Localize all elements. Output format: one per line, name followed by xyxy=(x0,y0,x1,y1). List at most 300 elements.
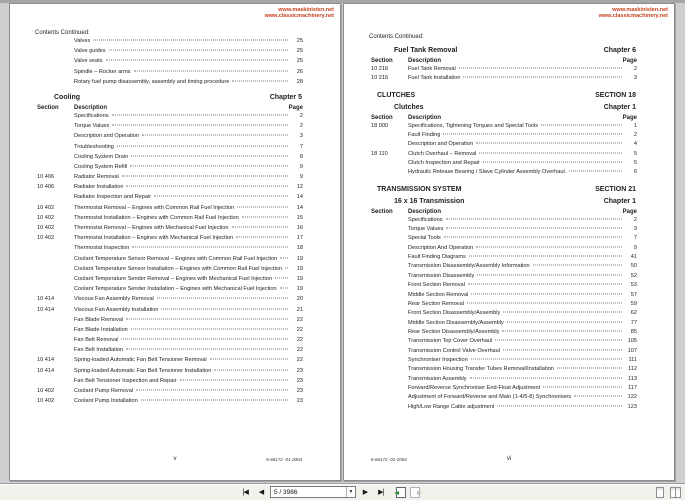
toc-row xyxy=(344,75,674,84)
single-page-view-icon[interactable] xyxy=(656,487,664,498)
toc-row xyxy=(10,327,340,337)
column-header-section: Section xyxy=(37,104,59,111)
row-description: Coolant Temperature Sender Removal – Engines with Mechanical Fuel Injection xyxy=(74,275,272,282)
row-description: Rear Section Disassembly/Assembly xyxy=(408,328,500,335)
row-description: Thermostat Installation – Engines with Mechanical Fuel Injection xyxy=(74,235,234,242)
toc-row xyxy=(344,160,674,169)
toc-row xyxy=(344,385,674,394)
toc-row xyxy=(10,184,340,194)
dotted-leader xyxy=(503,312,622,313)
row-section-code: 10 414 xyxy=(37,306,55,313)
row-section-code: 10 402 xyxy=(37,204,55,211)
toc-row xyxy=(344,357,674,366)
toc-row xyxy=(344,338,674,347)
row-description: Clutch Inspection and Repair xyxy=(408,160,480,167)
section-heading xyxy=(344,186,674,193)
dotted-leader xyxy=(232,80,288,81)
publication-code: 6-66172 -01-2004 xyxy=(371,457,407,462)
toc-row xyxy=(344,404,674,413)
watermark-line2: www.classicmachinery.net xyxy=(598,13,668,19)
row-description: Description And Operation xyxy=(408,244,474,251)
toc-row xyxy=(10,378,340,388)
dotted-leader xyxy=(180,379,288,380)
row-page-number: 2 xyxy=(299,112,303,119)
row-section-code: 10 402 xyxy=(37,388,55,394)
column-header-description: Description xyxy=(408,58,442,64)
dotted-leader xyxy=(161,308,288,309)
dotted-leader xyxy=(446,218,622,219)
document-page-right[interactable] xyxy=(343,3,675,481)
facing-pages-view-icon[interactable] xyxy=(670,487,681,498)
row-page-number: 7 xyxy=(633,235,637,242)
row-description: Fan Belt Installation xyxy=(74,347,124,354)
toc-row xyxy=(10,307,340,317)
toc-row xyxy=(10,398,340,408)
row-page-number: 112 xyxy=(628,366,637,373)
column-header-row xyxy=(344,58,674,64)
dotted-leader xyxy=(132,247,288,248)
dotted-leader xyxy=(154,196,288,197)
toc-row xyxy=(10,286,340,296)
row-section-code: 18 000 xyxy=(371,122,389,129)
row-description: Fan Belt Tensioner Inspection and Repair xyxy=(74,377,177,384)
chapter-heading xyxy=(344,198,674,205)
toc-row xyxy=(10,337,340,347)
previous-view-icon[interactable] xyxy=(396,487,406,498)
toc-row xyxy=(344,310,674,319)
row-description: Radiator Installation xyxy=(74,184,124,191)
dotted-leader xyxy=(242,216,288,217)
row-section-code: 10 406 xyxy=(37,174,55,181)
next-page-icon[interactable]: ▶ xyxy=(358,486,372,498)
row-description: Special Tools xyxy=(408,235,441,242)
row-description: Description and Operation xyxy=(408,141,473,148)
toc-row xyxy=(344,263,674,272)
section-title: TRANSMISSION SYSTEM xyxy=(377,185,462,193)
toc-row xyxy=(10,123,340,133)
row-page-number: 122 xyxy=(627,394,637,401)
dotted-leader xyxy=(275,277,288,278)
row-page-number: 107 xyxy=(627,347,637,354)
dotted-leader xyxy=(471,358,622,359)
dotted-leader xyxy=(468,284,622,285)
bottom-toolbar xyxy=(0,483,685,500)
row-page-number: 3 xyxy=(633,75,637,82)
dotted-leader xyxy=(142,135,288,136)
row-description: Middle Section Disassembly/Assembly xyxy=(408,319,504,326)
row-description: Transmission Disassembly xyxy=(408,272,475,279)
row-page-number: 53 xyxy=(630,282,637,289)
dotted-leader xyxy=(109,50,288,51)
dotted-leader xyxy=(214,369,288,370)
column-header-page: Page xyxy=(622,58,637,64)
dotted-leader xyxy=(446,228,622,229)
row-page-number: 2 xyxy=(633,132,637,139)
toc-rows xyxy=(10,38,340,89)
row-page-number: 9 xyxy=(299,163,303,170)
row-description: Transmission Housing Transfer Tubes Removal/Installation xyxy=(408,366,554,373)
publication-code: 6-66172 -01-2004 xyxy=(266,457,302,462)
row-page-number: 26 xyxy=(296,68,303,75)
chapter-heading xyxy=(10,94,340,101)
toc-row xyxy=(10,79,340,89)
row-page-number: 111 xyxy=(628,356,637,363)
row-page-number: 62 xyxy=(630,310,637,317)
toc-rows xyxy=(344,66,674,85)
row-section-code: 10 414 xyxy=(37,367,55,374)
toc-row xyxy=(344,151,674,160)
row-description: Specifications, Tightening Torques and Special Tools xyxy=(408,122,539,129)
dotted-leader xyxy=(463,77,622,78)
dotted-leader xyxy=(126,318,288,319)
dotted-leader xyxy=(136,390,288,391)
section-number: SECTION 21 xyxy=(595,185,636,193)
toc-row xyxy=(344,376,674,385)
row-description: Hydraulic Release Bearing / Slave Cylinder Assembly Overhaul. xyxy=(408,169,567,176)
dotted-leader xyxy=(134,70,288,71)
toc-row xyxy=(10,154,340,164)
row-section-code: 10 414 xyxy=(37,296,55,303)
toc-row xyxy=(10,357,340,367)
row-page-number: 14 xyxy=(296,194,303,201)
row-description: Viscous Fan Assembly Installation xyxy=(74,306,159,313)
row-page-number: 9 xyxy=(633,244,637,251)
dotted-leader xyxy=(117,145,288,146)
row-page-number: 113 xyxy=(628,375,637,382)
toc-rows xyxy=(344,217,674,413)
row-description: Fan Blade Removal xyxy=(74,316,124,323)
row-page-number: 20 xyxy=(296,296,303,303)
row-page-number: 123 xyxy=(627,403,637,410)
page-roman-number: v xyxy=(173,456,177,462)
row-description: Fuel Tank Removal xyxy=(408,66,456,72)
row-section-code: 10 216 xyxy=(371,66,389,72)
watermark-line1: www.maskinisten.net xyxy=(612,7,668,13)
chapter-number: Chapter 5 xyxy=(269,93,302,101)
chapter-title: Fuel Tank Removal xyxy=(394,47,458,54)
toc-row xyxy=(344,226,674,235)
toc-row xyxy=(10,194,340,204)
toc-row xyxy=(10,266,340,276)
toc-row xyxy=(10,347,340,357)
row-page-number: 1 xyxy=(633,122,637,129)
dotted-leader xyxy=(497,405,622,406)
chapter-number: Chapter 1 xyxy=(603,103,636,111)
next-view-icon[interactable] xyxy=(410,487,420,498)
toc-row xyxy=(344,66,674,75)
column-header-section: Section xyxy=(371,114,393,121)
row-description: Radiator Removal xyxy=(74,174,119,181)
dotted-leader xyxy=(495,340,622,341)
row-description: Valves xyxy=(74,38,91,44)
chapter-heading xyxy=(344,47,674,54)
toc-row xyxy=(344,273,674,282)
row-page-number: 25 xyxy=(296,58,303,65)
row-description: Thermostat Removal – Engines with Mechanical Fuel Injection xyxy=(74,225,229,231)
row-page-number: 23 xyxy=(296,367,303,374)
row-description: Fan Blade Installation xyxy=(74,326,128,333)
toc-content xyxy=(10,4,340,450)
dotted-leader xyxy=(557,368,622,369)
dotted-leader xyxy=(237,206,288,207)
row-description: Coolant Temperature Sensor Installation – Engines with Common Rail Fuel Injection xyxy=(74,265,282,272)
row-page-number: 15 xyxy=(296,214,303,221)
dotted-leader xyxy=(471,293,622,294)
row-description: Fault Finding Diagrams xyxy=(408,254,466,261)
row-page-number: 41 xyxy=(630,254,637,261)
chapter-number: Chapter 1 xyxy=(603,197,636,205)
row-description: Coolant Temperature Sensor Removal – Engines with Common Rail Fuel Injection xyxy=(74,255,278,262)
row-page-number: 52 xyxy=(630,272,637,279)
row-page-number: 77 xyxy=(630,319,637,326)
toc-row xyxy=(10,144,340,154)
toc-row xyxy=(10,133,340,143)
row-description: Radiator Inspection and Repair xyxy=(74,194,152,201)
row-description: Clutch Overhaul – Removal xyxy=(408,150,477,157)
dotted-leader xyxy=(476,246,622,247)
row-page-number: 22 xyxy=(296,326,303,333)
column-header-page: Page xyxy=(622,208,637,215)
row-page-number: 4 xyxy=(633,141,637,148)
row-page-number: 18 xyxy=(296,245,303,252)
column-header-description: Description xyxy=(408,114,442,121)
dotted-leader xyxy=(280,288,288,289)
toc-row xyxy=(344,366,674,375)
row-page-number: 19 xyxy=(296,255,303,262)
row-page-number: 5 xyxy=(633,160,637,167)
dotted-leader xyxy=(477,274,622,275)
last-page-icon[interactable]: ▶| xyxy=(374,486,388,498)
row-description: Spindle – Rocker arms xyxy=(74,68,131,75)
toc-row xyxy=(10,48,340,58)
dotted-leader xyxy=(470,377,622,378)
row-description: Valve seats xyxy=(74,58,103,65)
dotted-leader xyxy=(280,257,288,258)
dotted-leader xyxy=(543,386,622,387)
row-description: Specifications xyxy=(408,216,443,223)
toc-row xyxy=(10,368,340,378)
dotted-leader xyxy=(479,152,622,153)
toc-row xyxy=(10,317,340,327)
dotted-leader xyxy=(503,349,622,350)
row-description: Torque Values xyxy=(74,123,110,130)
row-page-number: 2 xyxy=(633,216,637,223)
row-description: Thermostat Installation – Engines with Common Rail Fuel Injection xyxy=(74,214,239,221)
row-page-number: 14 xyxy=(296,204,303,211)
row-page-number: 5 xyxy=(633,150,637,157)
previous-page-icon[interactable]: ◀ xyxy=(254,486,268,498)
row-page-number: 2 xyxy=(299,123,303,130)
row-description: Adjustment of Forward/Reverse and Main (1-4/5-8) Synchronisers xyxy=(408,394,572,401)
dotted-leader xyxy=(131,155,288,156)
page-footer xyxy=(10,456,340,464)
page-layout-controls xyxy=(656,487,681,498)
toc-row xyxy=(344,301,674,310)
dotted-leader xyxy=(122,176,288,177)
toc-row xyxy=(10,215,340,225)
dotted-leader xyxy=(533,265,622,266)
page-indicator[interactable]: 5 / 3986 xyxy=(274,488,298,496)
column-header-row xyxy=(10,105,340,111)
row-page-number: 16 xyxy=(296,225,303,231)
row-description: Thermostat Removal – Engines with Common Rail Fuel Injection xyxy=(74,204,235,211)
row-page-number: 6 xyxy=(633,169,637,176)
dotted-leader xyxy=(210,359,288,360)
column-header-row xyxy=(344,209,674,215)
row-page-number: 85 xyxy=(630,328,637,335)
column-header-description: Description xyxy=(408,208,442,215)
row-description: Viscous Fan Assembly Removal xyxy=(74,296,154,303)
row-description: Torque Values xyxy=(408,226,444,233)
dotted-leader xyxy=(112,114,288,115)
toc-row xyxy=(10,296,340,306)
contents-continued-note: Contents Continued: xyxy=(35,30,90,36)
row-section-code: 10 216 xyxy=(371,75,389,82)
row-page-number: 8 xyxy=(299,153,303,160)
row-page-number: 2 xyxy=(633,66,637,72)
dotted-leader xyxy=(459,68,622,69)
contents-continued-note: Contents Continued: xyxy=(369,34,424,40)
row-section-code: 10 414 xyxy=(37,357,55,364)
row-description: Front Section Removal xyxy=(408,282,465,289)
row-page-number: 57 xyxy=(630,291,637,298)
row-description: Transmission Disassembly/Assembly Information xyxy=(408,263,530,270)
row-page-number: 3 xyxy=(633,226,637,233)
column-header-row xyxy=(344,115,674,121)
row-section-code: 10 402 xyxy=(37,225,55,231)
toc-row xyxy=(344,217,674,226)
row-page-number: 19 xyxy=(296,286,303,293)
dotted-leader xyxy=(285,267,288,268)
dotted-leader xyxy=(443,134,622,135)
chevron-down-icon[interactable]: ▼ xyxy=(346,487,355,497)
row-page-number: 22 xyxy=(296,357,303,364)
dotted-leader xyxy=(106,60,288,61)
row-description: Rear Section Removal xyxy=(408,300,464,307)
row-section-code: 10 402 xyxy=(37,214,55,221)
chapter-title: Clutches xyxy=(394,103,424,111)
toc-row xyxy=(344,141,674,150)
dotted-leader xyxy=(541,124,622,125)
dotted-leader xyxy=(126,186,288,187)
dotted-leader xyxy=(157,298,288,299)
first-page-icon[interactable]: |◀ xyxy=(238,486,252,498)
view-history xyxy=(396,487,420,498)
toc-row xyxy=(344,235,674,244)
dotted-leader xyxy=(507,321,622,322)
chapter-title: Cooling xyxy=(54,93,81,101)
row-section-code: 10 402 xyxy=(37,235,55,242)
row-page-number: 23 xyxy=(296,377,303,384)
column-header-page: Page xyxy=(288,104,303,111)
toc-row xyxy=(10,205,340,215)
toc-row xyxy=(344,123,674,132)
toc-row xyxy=(10,174,340,184)
row-description: Specifications xyxy=(74,112,109,119)
row-description: Cooling System Drain xyxy=(74,153,129,160)
page-number-input[interactable] xyxy=(270,486,356,498)
chapter-number: Chapter 6 xyxy=(603,47,636,54)
row-description: Transmission Control Valve Overhaul xyxy=(408,347,501,354)
toc-rows xyxy=(10,113,340,408)
chapter-title: 16 x 16 Transmission xyxy=(394,197,465,205)
row-description: Coolant Pump Removal xyxy=(74,388,134,394)
dotted-leader xyxy=(476,143,622,144)
row-description: Forward/Reverse Synchroniser End-Float Adjustment xyxy=(408,384,541,391)
toc-row xyxy=(344,348,674,357)
row-page-number: 25 xyxy=(296,38,303,44)
column-header-section: Section xyxy=(371,208,393,215)
toc-content xyxy=(344,4,674,450)
toc-row xyxy=(10,69,340,79)
watermark-line1: www.maskinisten.net xyxy=(278,7,334,13)
row-page-number: 21 xyxy=(296,306,303,313)
row-description: Troubleshooting xyxy=(74,143,114,150)
row-section-code: 18 110 xyxy=(371,150,388,157)
row-page-number: 25 xyxy=(296,48,303,55)
watermark-line2: www.classicmachinery.net xyxy=(264,13,334,19)
dotted-leader xyxy=(569,171,622,172)
row-page-number: 105 xyxy=(627,338,637,345)
toc-row xyxy=(10,38,340,48)
page-navigation xyxy=(238,486,420,498)
column-header-page: Page xyxy=(622,114,637,121)
dotted-leader xyxy=(502,330,622,331)
row-description: Transmission Assembly xyxy=(408,375,467,382)
row-page-number: 22 xyxy=(296,316,303,323)
row-description: High/Low Range Cable adjustment xyxy=(408,403,495,410)
toc-row xyxy=(344,292,674,301)
toc-row xyxy=(344,282,674,291)
toc-row xyxy=(10,58,340,68)
document-page-left[interactable] xyxy=(9,3,341,481)
row-description: Valve guides xyxy=(74,48,106,55)
row-description: Fuel Tank Installation xyxy=(408,75,461,82)
dotted-leader xyxy=(467,302,622,303)
column-header-description: Description xyxy=(74,104,108,111)
row-description: Synchroniser Inspection xyxy=(408,356,468,363)
row-description: Coolant Pump Installation xyxy=(74,398,138,405)
row-page-number: 9 xyxy=(299,174,303,181)
dotted-leader xyxy=(131,328,288,329)
row-description: Description and Operation xyxy=(74,133,139,140)
page-roman-number: vi xyxy=(506,456,512,462)
row-description: Cooling System Refill xyxy=(74,163,128,170)
row-page-number: 22 xyxy=(296,337,303,344)
row-page-number: 23 xyxy=(296,398,303,405)
row-section-code: 10 402 xyxy=(37,398,55,405)
toc-row xyxy=(344,245,674,254)
row-page-number: 7 xyxy=(299,143,303,150)
toc-row xyxy=(10,276,340,286)
row-page-number: 3 xyxy=(299,133,303,140)
dotted-leader xyxy=(141,400,288,401)
toc-row xyxy=(344,132,674,141)
toc-rows xyxy=(344,123,674,179)
toc-row xyxy=(344,329,674,338)
row-page-number: 117 xyxy=(628,384,637,391)
dotted-leader xyxy=(121,339,288,340)
row-page-number: 59 xyxy=(630,300,637,307)
row-page-number: 19 xyxy=(296,275,303,282)
toc-row xyxy=(10,245,340,255)
section-heading xyxy=(344,92,674,99)
row-description: Spring-loaded Automatic Fan Belt Tensioner Installation xyxy=(74,367,212,374)
dotted-leader xyxy=(574,396,622,397)
dotted-leader xyxy=(469,256,622,257)
row-description: Fault Finding xyxy=(408,132,441,139)
toc-row xyxy=(10,388,340,398)
